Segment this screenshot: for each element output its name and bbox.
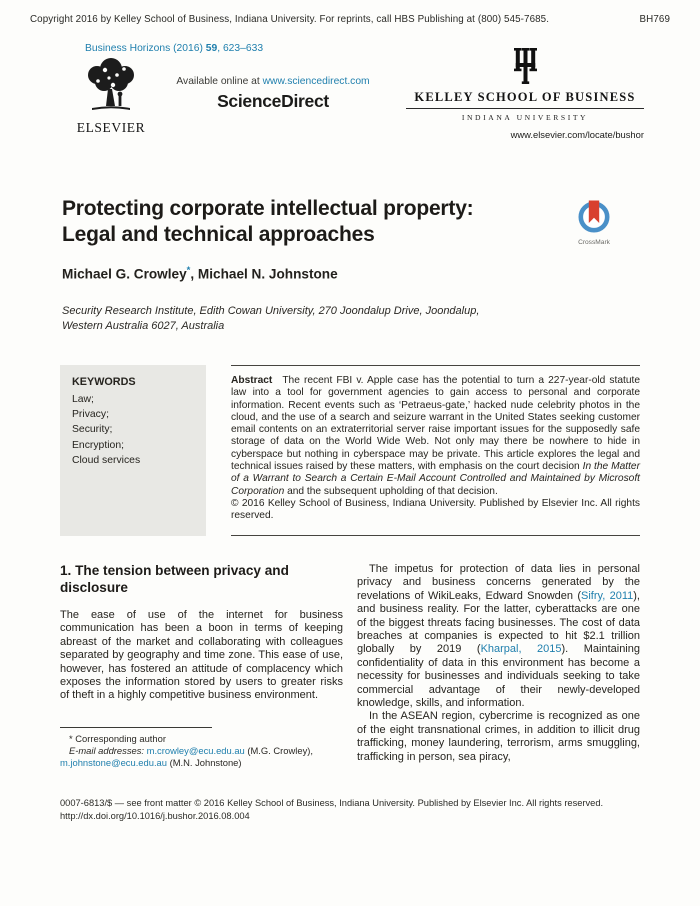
top-strip [30,14,670,25]
keyword-item: Cloud services [72,454,141,466]
crossmark-label: CrossMark [578,239,610,246]
crossmark-icon[interactable] [577,220,611,237]
issn-line: 0007-6813/$ — see front matter © 2016 Kelley School of Business, Indiana University. Published by Elsevier Inc. All rights reserved. [60,798,604,808]
email-link-crowley[interactable]: m.crowley@ecu.edu.au [146,744,245,756]
affiliation [62,304,552,333]
crossmark-badge[interactable] [574,199,614,246]
abstract-body-part2: and the subsequent upholding of that decision. [284,485,498,497]
body-column-right [357,563,640,769]
doi-link[interactable]: http://dx.doi.org/10.1016/j.bushor.2016.08.004 [60,810,250,821]
citation-volume: 59 [205,43,218,54]
available-online-text: Available online at [176,76,263,87]
indiana-university-wordmark: INDIANA UNIVERSITY [461,113,589,122]
keyword-item: Encryption; [72,439,124,451]
article-title [62,196,562,248]
citation-link-sifry-2011[interactable]: Sifry, 2011 [581,589,634,602]
citation-pages: , 623–633 [217,43,264,54]
keyword-item: Security; [72,424,113,436]
keyword-item: Law; [72,394,94,405]
footnote-rule [60,727,212,728]
elsevier-tree-icon [80,101,142,118]
elsevier-logo-block [74,56,148,136]
page-footer [60,797,646,822]
right-paragraph-text: ), and business reality. For the latter, cyberattacks are one of the biggest threats facing businesses. The cost of data breaches at companies is expected to hit $2.1 trillion globally by 2019 ( [357,589,640,656]
iu-trident-icon [406,48,644,88]
right-paragraph-text: The impetus for protection of data lies in personal privacy and business concerns generated by the revelations of WikiLeaks, Edward Snowden ( [357,563,640,602]
journal-url-link[interactable]: www.elsevier.com/locate/bushor [510,129,644,140]
abstract-text [231,375,640,498]
citation-prefix: Business Horizons (2016) [85,43,206,54]
sciencedirect-block [158,76,388,112]
article-title-line2: Legal and technical approaches [62,223,375,246]
abstract-case-name: In the Matter of a Warrant to Search a Certain E-Mail Account Controlled and Maintained by Microsoft Corporation [231,461,640,497]
email-link-johnstone[interactable]: m.johnstone@ecu.edu.au [60,756,167,768]
email-crowley-suffix: (M.G. Crowley), [244,744,313,756]
elsevier-wordmark: ELSEVIER [76,120,146,135]
kelley-school-wordmark: KELLEY SCHOOL OF BUSINESS [406,90,644,109]
footnote-marker: * [69,732,73,744]
footnote-corresponding: Corresponding author [75,732,166,744]
abstract-band [60,365,640,536]
author-1: Michael G. Crowley [62,266,187,282]
corresponding-author-mark[interactable]: * [186,265,191,276]
journal-citation [85,43,263,54]
article-title-line1: Protecting corporate intellectual property: [62,197,474,220]
abstract-body-part1: The recent FBI v. Apple case has the potential to turn a 227-year-old statute law into a tool for government agencies to gain access to personal and corporate information. Recent events such as ‘Petraeus-gate,’ hacked nude celebrity photos in the cloud, and the use of a search and seizure warrant in the United States seeking customer email contents on an extraterritorial server raise important issues for the supposedly safe storage of data on the World Wide Web. Not only may there be nowhere to hide in cyberspace but nothing in cyberspace may be private. This article explores the legal and technical issues raised by these matters, with emphasis on the court decision [231,375,640,473]
article-body [60,563,640,769]
keywords-heading: KEYWORDS [72,376,136,388]
body-column-left [60,563,343,769]
kelley-school-block [406,48,644,140]
authors-separator: , [190,266,198,282]
section-1-heading: 1. The tension between privacy and disclosure [60,563,289,595]
document-code: BH769 [639,14,670,25]
keywords-box [60,365,206,536]
affiliation-line1: Security Research Institute, Edith Cowan University, 270 Joondalup Drive, Joondalup, [62,305,480,317]
body-paragraph: The ease of use of the internet for business communication has been a boon in terms of keeping abreast of the market and collaborating with colleagues separated by geography and time zone. This ease of use, however, has fostered an attitude of complacency which exposes the information stored by users to greater risks of theft in a highly competitive business environment. [60,609,343,702]
keyword-item: Privacy; [72,409,109,421]
affiliation-line2: Western Australia 6027, Australia [62,319,225,332]
sciencedirect-wordmark: ScienceDirect [217,91,329,111]
author-2: Michael N. Johnstone [197,266,338,282]
authors-line [62,265,338,282]
footnote-block [60,727,343,769]
abstract-copyright: © 2016 Kelley School of Business, Indiana University. Published by Elsevier Inc. All rights reserved. [231,497,640,522]
abstract-heading: Abstract [231,375,273,386]
sciencedirect-url-link[interactable]: www.sciencedirect.com [262,76,370,87]
right-paragraph-text: ). Maintaining confidentiality of data in this environment has become a necessity for businesses and individuals seeking to take commercial advantage of their newly-developed knowledge, skills, and information. [357,643,640,710]
abstract-column [231,365,640,536]
reprint-copyright-line: Copyright 2016 by Kelley School of Business, Indiana University. For reprints, call HBS Publishing at (800) 545-7685. [30,14,550,25]
body-paragraph: In the ASEAN region, cybercrime is recognized as one of the eight transnational crimes, in addition to illicit drug trafficking, money laundering, terrorism, arms smuggling, trafficking in person, sea piracy, [357,710,640,763]
email-johnstone-suffix: (M.N. Johnstone) [166,756,242,768]
email-addresses-label: E-mail addresses: [69,744,145,756]
citation-link-kharpal-2015[interactable]: Kharpal, 2015 [480,643,562,656]
body-paragraph [357,563,640,710]
